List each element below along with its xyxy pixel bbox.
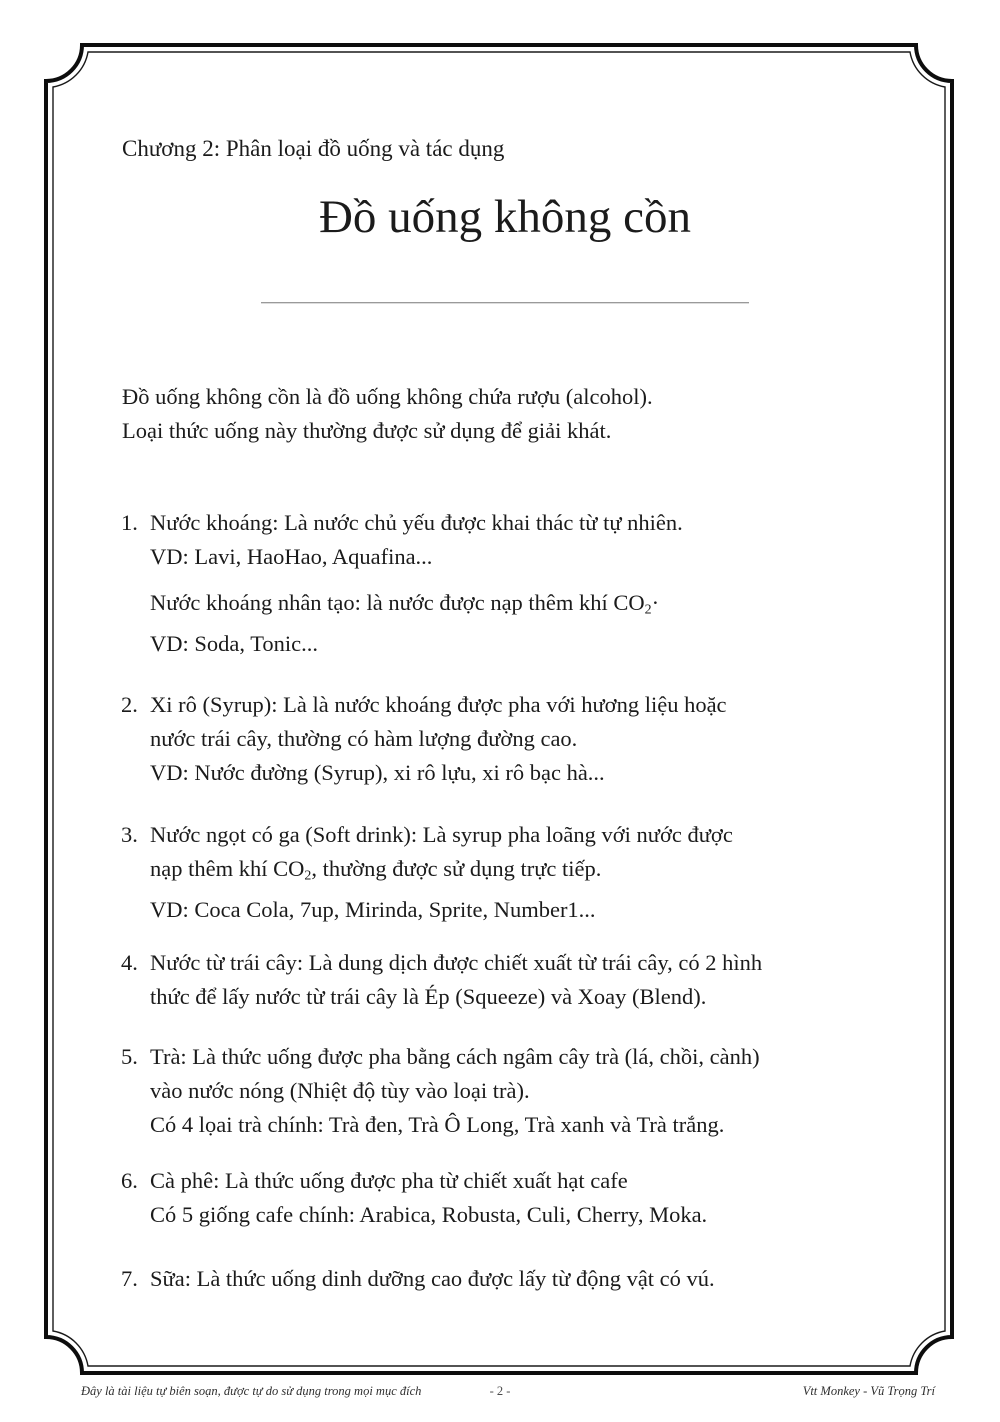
footer-author: Vtt Monkey - Vũ Trọng Trí [802,1384,935,1398]
text-line: VD: Coca Cola, 7up, Mirinda, Sprite, Number1... [150,897,596,923]
list-item-soft-drink [121,818,950,927]
text-line: VD: Nước đường (Syrup), xi rô lựu, xi rô bạc hà... [150,760,605,785]
title-divider [261,302,749,304]
text-line: Nước từ trái cây: Là dung dịch được chiết xuất từ trái cây, có 2 hình [150,950,763,975]
text-line: Có 4 lọai trà chính: Trà đen, Trà Ô Long, Trà xanh và Trà trắng. [150,1112,725,1137]
list-number: 3. [121,822,138,847]
text-line: Nước khoáng: Là nước chủ yếu được khai thác từ tự nhiên. [150,510,683,535]
list-item-artificial-mineral-water [150,586,950,661]
text-line: Có 5 giống cafe chính: Arabica, Robusta, Culi, Cherry, Moka. [150,1202,708,1227]
list-item-mineral-water [121,506,950,574]
list-number: 1. [121,510,138,535]
text-segment: nạp thêm khí CO [150,856,305,881]
text-line: Nước ngọt có ga (Soft drink): Là syrup pha loãng với nước được [150,822,733,847]
list-item-tea [121,1040,950,1142]
list-number: 4. [121,950,138,975]
subscript-2: 2 [304,868,312,884]
text-segment: Nước khoáng nhân tạo: là nước được nạp thêm khí CO [150,590,645,615]
list-number: 7. [121,1266,138,1291]
page-title: Đồ uống không cồn [318,191,692,243]
text-line: Xi rô (Syrup): Là là nước khoáng được pha với hương liệu hoặc [150,692,727,717]
text-line: vào nước nóng (Nhiệt độ tùy vào loại trà). [150,1078,530,1103]
text-line [150,586,950,627]
chapter-heading: Chương 2: Phân loại đồ uống và tác dụng [122,136,505,161]
intro-line: Loại thức uống này thường được sử dụng để giải khát. [122,418,612,443]
page-number: - 2 - [489,1384,511,1398]
text-line: VD: Lavi, HaoHao, Aquafina... [150,544,433,569]
text-segment: · [651,590,660,615]
page-footer [0,1384,1000,1404]
list-item-fruit-juice [121,946,950,1014]
text-line: Sữa: Là thức uống dinh dưỡng cao được lấy từ động vật có vú. [150,1266,715,1291]
text-line: Cà phê: Là thức uống được pha từ chiết xuất hạt cafe [150,1168,628,1193]
list-item-syrup [121,688,950,790]
text-line: nước trái cây, thường có hàm lượng đường cao. [150,726,578,751]
text-line: VD: Soda, Tonic... [150,631,319,657]
list-item-coffee [121,1164,950,1232]
text-segment: , thường được sử dụng trực tiếp. [311,856,602,881]
list-item-milk [121,1262,950,1296]
list-number: 6. [121,1168,138,1193]
text-line [150,852,950,893]
text-line: thức để lấy nước từ trái cây là Ép (Squeeze) và Xoay (Blend). [150,984,707,1009]
subscript-2: 2 [644,602,652,618]
intro-paragraph [122,380,940,448]
footer-note: Đây là tài liệu tự biên soạn, được tự do sử dụng trong mọi mục đích [81,1384,422,1398]
list-number: 2. [121,692,138,717]
text-line: Trà: Là thức uống được pha bằng cách ngâm cây trà (lá, chồi, cành) [150,1044,760,1069]
intro-line: Đồ uống không cồn là đồ uống không chứa rượu (alcohol). [122,384,653,409]
list-number: 5. [121,1044,138,1069]
